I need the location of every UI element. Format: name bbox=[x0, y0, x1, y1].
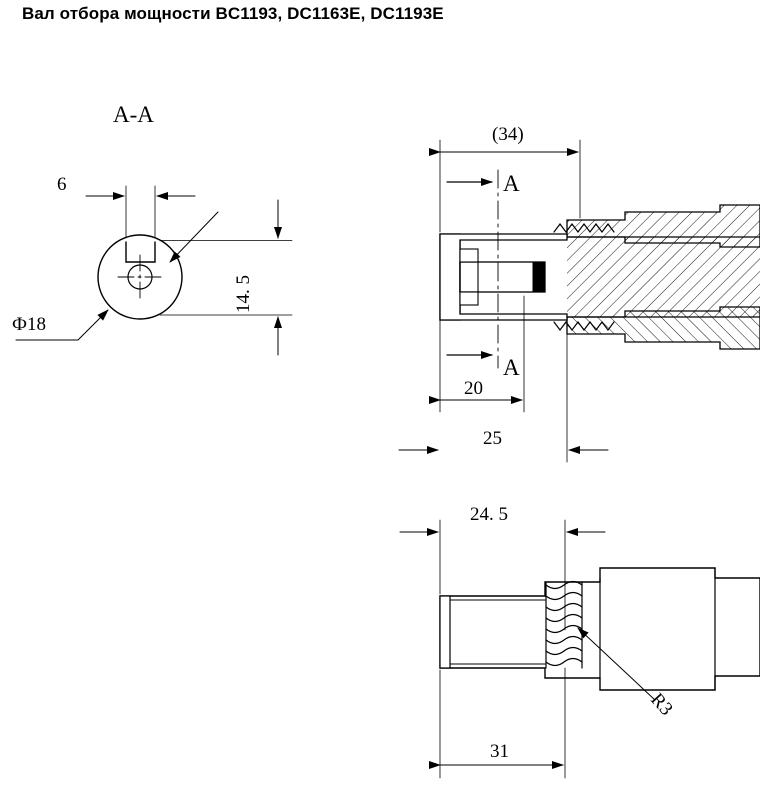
bottom-view-shaft bbox=[400, 504, 760, 778]
dim-24-5: 24. 5 bbox=[470, 504, 508, 525]
page-title: Вал отбора мощности BC1193, DC1163E, DC1193E bbox=[22, 4, 444, 23]
section-label-aa: A-A bbox=[113, 102, 154, 127]
dim-25: 25 bbox=[483, 428, 502, 449]
top-view-shaft bbox=[399, 124, 760, 462]
dim-r3: R3 bbox=[646, 689, 677, 720]
dim-keyway-width: 6 bbox=[57, 174, 67, 195]
section-marker-a-bottom: A bbox=[503, 355, 520, 380]
section-marker-a-top: A bbox=[503, 171, 520, 196]
dim-shaft-diameter: Ф18 bbox=[12, 314, 47, 335]
dim-key-height: 14. 5 bbox=[233, 275, 254, 313]
dim-overall-34: (34) bbox=[492, 124, 524, 145]
dim-20: 20 bbox=[464, 378, 483, 399]
dim-31: 31 bbox=[490, 741, 509, 762]
section-view-aa bbox=[12, 102, 292, 355]
